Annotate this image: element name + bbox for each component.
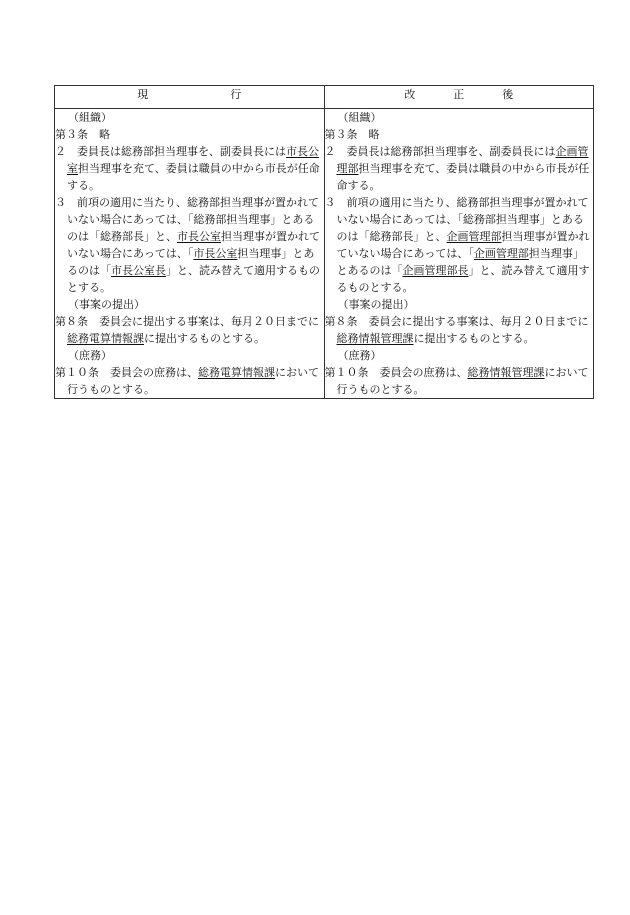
amended-text: 総務電算情報課 [198, 366, 275, 379]
paragraph-text: （組織） [68, 111, 112, 124]
article-paragraph [325, 126, 594, 143]
paragraph-text: において行うものとする。 [67, 366, 319, 396]
paragraph-text: において行うものとする。 [336, 366, 589, 396]
paragraph-text: 担当理事を充て、委員は職員の中から市長が任命する。 [336, 162, 590, 192]
table-body-row [55, 109, 594, 399]
amended-text: 総務情報管理課 [336, 332, 414, 345]
article-paragraph [325, 313, 594, 347]
paragraph-text: （庶務） [337, 349, 382, 362]
article-paragraph [325, 143, 594, 194]
paragraph-text: （事案の提出） [337, 298, 415, 311]
paragraph-text: ２ 委員長は総務部担当理事を、副委員長には [55, 145, 286, 158]
article-paragraph [55, 143, 324, 194]
paragraph-text: （組織） [337, 111, 382, 124]
paragraph-text: 第１０条 委員会の庶務は、 [324, 366, 468, 379]
paragraph-text: 」と、読み替えて適用するものとする。 [336, 264, 590, 294]
amended-text: 企画管理部 [473, 247, 529, 260]
paragraph-text: 第３条 略 [324, 128, 380, 141]
amended-text: 総務情報管理課 [467, 366, 545, 379]
amended-text: 市長公室 [67, 145, 319, 175]
current-text-column [55, 109, 325, 399]
paragraph-text: 第８条 委員会に提出する事案は、毎月２０日までに [55, 315, 319, 328]
article-paragraph [55, 194, 324, 296]
paragraph-text: 担当理事が置かれていない場合にあっては、「 [336, 230, 590, 260]
article-caption [55, 296, 324, 313]
amended-text: 市長公室 [177, 230, 221, 243]
table-header-row [55, 86, 594, 109]
paragraph-text: 第１０条 委員会の庶務は、 [55, 366, 198, 379]
paragraph-text: （事案の提出） [68, 298, 145, 311]
paragraph-text: 担当理事を充て、委員は職員の中から市長が任命する。 [67, 162, 320, 192]
paragraph-text: ２ 委員長は総務部担当理事を、副委員長には [324, 145, 556, 158]
amended-text: 総務電算情報課 [67, 332, 144, 345]
header-revised-char: 後 [502, 88, 514, 101]
paragraph-text: 担当理事」とあるのは「 [67, 247, 315, 277]
header-current-char: 行 [230, 88, 242, 101]
amended-text: 市長公室 [193, 247, 238, 260]
header-revised [324, 86, 594, 109]
article-caption [55, 109, 324, 126]
amended-text: 企画管理部 [336, 145, 589, 175]
article-paragraph [325, 364, 594, 398]
paragraph-text: ３ 前項の適用に当たり、総務部担当理事が置かれていない場合にあっては、「総務部担当理事」とあるのは「総務部長」と、 [55, 196, 319, 243]
article-caption [325, 347, 594, 364]
paragraph-text: に提出するものとする。 [144, 332, 265, 345]
article-caption [325, 296, 594, 313]
header-current [55, 86, 325, 109]
article-paragraph [55, 126, 324, 143]
paragraph-text: 第３条 略 [55, 128, 110, 141]
paragraph-text: 」と、読み替えて適用するものとする。 [67, 264, 320, 294]
article-paragraph [325, 194, 594, 296]
header-revised-char: 正 [453, 88, 465, 101]
amended-text: 市長公室長 [111, 264, 166, 277]
article-caption [325, 109, 594, 126]
amended-text: 企画管理部 [446, 230, 502, 243]
paragraph-text: 第８条 委員会に提出する事案は、毎月２０日までに [324, 315, 589, 328]
amended-text: 企画管理部長 [402, 264, 469, 277]
article-paragraph [55, 313, 324, 347]
comparison-table [54, 85, 594, 399]
header-current-char: 現 [137, 88, 149, 101]
paragraph-text: 担当理事」とあるのは「 [336, 247, 584, 277]
paragraph-text: に提出するものとする。 [413, 332, 535, 345]
header-revised-char: 改 [404, 88, 416, 101]
revised-text-column [324, 109, 594, 399]
paragraph-text: ３ 前項の適用に当たり、総務部担当理事が置かれていない場合にあっては、「総務部担当理事」とあるのは「総務部長」と、 [324, 196, 589, 243]
paragraph-text: 担当理事が置かれていない場合にあっては、「 [67, 230, 320, 260]
article-paragraph [55, 364, 324, 398]
article-caption [55, 347, 324, 364]
paragraph-text: （庶務） [68, 349, 112, 362]
